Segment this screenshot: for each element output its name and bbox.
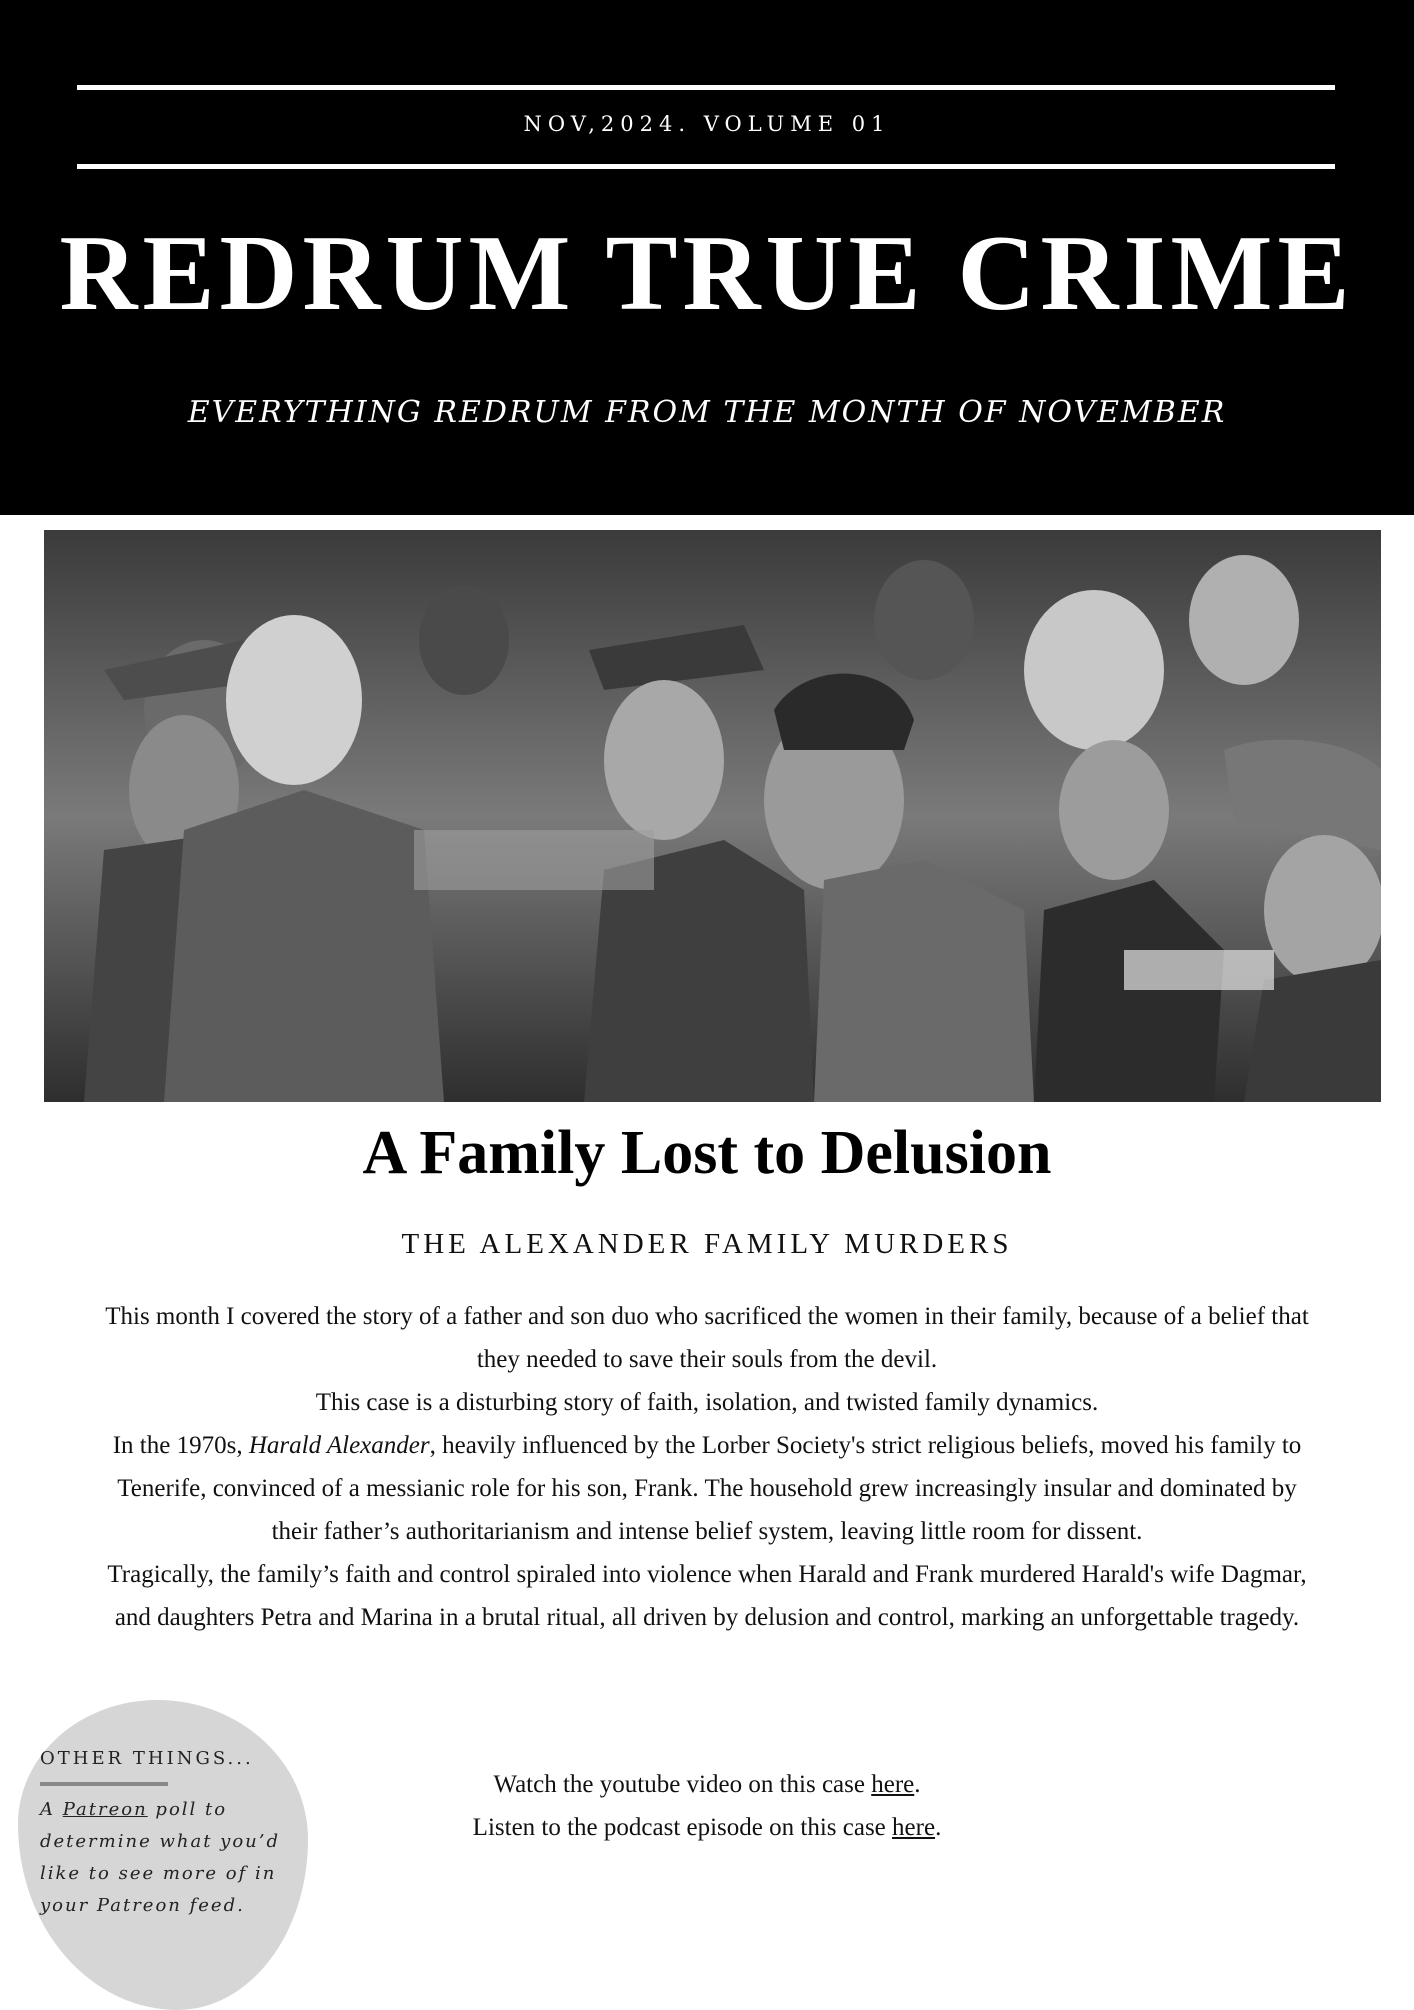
sidebar-text-post: poll to determine what you’d like to see more of in your Patreon feed.: [40, 1799, 280, 1916]
issue-line: NOV,2024. VOLUME 01: [523, 112, 891, 136]
courtroom-photo: [44, 530, 1381, 1102]
article-kicker: THE ALEXANDER FAMILY MURDERS: [401, 1228, 1013, 1260]
article-paragraph: This month I covered the story of a father and son duo who sacrificed the women in their family, because of a belief that they needed to save their souls from the devil.: [105, 1303, 1309, 1373]
article-paragraph: [95, 1424, 1319, 1553]
sidebar-title: OTHER THINGS...: [40, 1748, 254, 1769]
masthead-top-rule: [77, 85, 1335, 90]
youtube-period: .: [914, 1771, 921, 1798]
article-body: [95, 1295, 1319, 1639]
sidebar-rule: [40, 1782, 168, 1786]
masthead-bottom-rule: [77, 164, 1335, 169]
paragraph-text: , heavily influenced by the Lorber Society's strict religious beliefs, moved his family to Tenerife, convinced of a messianic role for his son, Frank. The household grew increasingly insular and dominated by their father’s authoritarianism and intense belief system, leaving little room for dissent.: [117, 1432, 1302, 1545]
article-paragraph: Tragically, the family’s faith and control spiraled into violence when Harald and Frank murdered Harald's wife Dagmar, and daughters Petra and Marina in a brutal ritual, all driven by delusion and control, marking an unforgettable tragedy.: [107, 1561, 1307, 1631]
youtube-line-text: Watch the youtube video on this case: [493, 1771, 872, 1798]
sidebar-text-pre: A: [40, 1799, 63, 1820]
courtroom-photo-illustration: [44, 530, 1381, 1102]
podcast-link[interactable]: here: [892, 1814, 936, 1841]
article-paragraph: This case is a disturbing story of faith, isolation, and twisted family dynamics.: [315, 1389, 1099, 1416]
podcast-period: .: [935, 1814, 942, 1841]
youtube-link[interactable]: here: [871, 1771, 915, 1798]
newsletter-subtitle: EVERYTHING REDRUM FROM THE MONTH OF NOVEMBER: [187, 395, 1227, 430]
masthead: [0, 0, 1414, 515]
sidebar-text: [40, 1794, 290, 1922]
patreon-link[interactable]: Patreon: [62, 1799, 148, 1820]
newsletter-title: REDRUM TRUE CRIME: [59, 214, 1355, 333]
harald-alexander-name: Harald Alexander: [248, 1432, 430, 1459]
podcast-line-text: Listen to the podcast episode on this case: [472, 1814, 893, 1841]
paragraph-text: In the 1970s,: [112, 1432, 249, 1459]
article-headline: A Family Lost to Delusion: [362, 1119, 1052, 1187]
